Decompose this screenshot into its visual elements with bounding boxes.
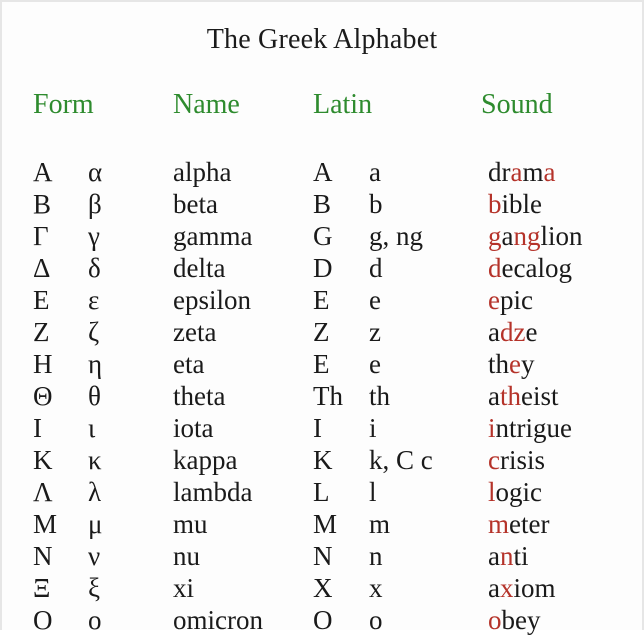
latin-uppercase: E [313, 349, 330, 379]
greek-uppercase: Ζ [33, 317, 50, 347]
sound-highlight: dz [499, 317, 526, 347]
sound-example [488, 348, 535, 380]
greek-lowercase: ι [88, 413, 96, 443]
greek-lowercase: γ [88, 221, 100, 251]
latin-uppercase: Z [313, 317, 330, 347]
latin-lowercase: d [369, 253, 383, 283]
table-row [2, 572, 644, 604]
sound-text: ogic [495, 477, 543, 507]
letter-name: iota [173, 413, 214, 443]
sound-text: a [488, 317, 500, 347]
greek-uppercase: Ν [33, 541, 53, 571]
table-row [2, 156, 644, 188]
sound-highlight: n [499, 541, 514, 571]
letter-name: alpha [173, 157, 232, 187]
sound-example [488, 252, 572, 284]
table-row [2, 604, 644, 636]
greek-lowercase: α [88, 157, 103, 187]
sound-highlight: m [488, 509, 510, 539]
sound-example [488, 316, 537, 348]
sound-text: a [501, 221, 514, 251]
greek-uppercase: Γ [33, 221, 49, 251]
latin-uppercase: K [313, 445, 333, 475]
table-row [2, 188, 644, 220]
sound-example [488, 380, 559, 412]
table-row [2, 540, 644, 572]
letter-name: beta [173, 189, 218, 219]
greek-lowercase: η [88, 349, 103, 379]
table-row [2, 220, 644, 252]
latin-lowercase: e [369, 285, 381, 315]
sound-highlight: c [488, 445, 500, 475]
greek-lowercase: β [88, 189, 102, 219]
sound-text: m [522, 157, 544, 187]
sound-text: eist [521, 381, 559, 411]
greek-lowercase: ξ [88, 573, 101, 603]
sound-text: e [525, 317, 538, 347]
sound-text: th [488, 349, 510, 379]
sound-highlight: d [488, 253, 502, 283]
sound-example [488, 156, 555, 188]
latin-uppercase: N [313, 541, 333, 571]
sound-highlight: x [499, 573, 514, 603]
sound-example [488, 572, 556, 604]
sound-example [488, 284, 533, 316]
header-form: Form [33, 89, 94, 120]
greek-lowercase: ζ [88, 317, 100, 347]
sound-text: pic [499, 285, 533, 315]
latin-lowercase: m [369, 509, 391, 539]
sound-example [488, 188, 542, 220]
greek-lowercase: κ [88, 445, 102, 475]
latin-lowercase: g, ng [369, 221, 423, 251]
sound-example [488, 412, 572, 444]
sound-text: lion [540, 221, 583, 251]
sound-text: a [488, 573, 500, 603]
greek-lowercase: δ [88, 253, 101, 283]
sound-highlight: e [488, 285, 500, 315]
greek-uppercase: Ξ [33, 573, 51, 603]
letter-name: nu [173, 541, 200, 571]
table-row [2, 444, 644, 476]
latin-lowercase: z [369, 317, 381, 347]
sound-example [488, 476, 542, 508]
sound-text: ecalog [501, 253, 572, 283]
sound-text: bey [501, 605, 541, 635]
table-row [2, 476, 644, 508]
header-sound: Sound [481, 89, 553, 120]
sound-highlight: th [499, 381, 521, 411]
latin-uppercase: Th [313, 381, 343, 411]
sound-highlight: o [488, 605, 502, 635]
latin-lowercase: k, C c [369, 445, 433, 475]
sound-text: ible [501, 189, 542, 219]
sound-highlight: ng [513, 221, 541, 251]
letter-name: epsilon [173, 285, 251, 315]
latin-lowercase: b [369, 189, 383, 219]
sound-highlight: e [509, 349, 521, 379]
letter-name: mu [173, 509, 208, 539]
table-row [2, 284, 644, 316]
letter-name: xi [173, 573, 195, 603]
greek-uppercase: Β [33, 189, 52, 219]
greek-uppercase: Ο [33, 605, 53, 635]
latin-uppercase: E [313, 285, 330, 315]
greek-uppercase: Δ [33, 253, 51, 283]
header-name: Name [173, 89, 240, 120]
latin-lowercase: e [369, 349, 381, 379]
greek-uppercase: Κ [33, 445, 53, 475]
greek-uppercase: Λ [33, 477, 53, 507]
sound-highlight: a [543, 157, 556, 187]
letter-name: kappa [173, 445, 238, 475]
sound-text: a [488, 541, 500, 571]
sound-example [488, 508, 549, 540]
latin-uppercase: O [313, 605, 333, 635]
sound-text: dr [488, 157, 511, 187]
table-row [2, 348, 644, 380]
greek-lowercase: μ [88, 509, 103, 539]
latin-lowercase: n [369, 541, 383, 571]
latin-uppercase: M [313, 509, 338, 539]
latin-uppercase: D [313, 253, 333, 283]
greek-uppercase: Α [33, 157, 53, 187]
sound-text: risis [499, 445, 545, 475]
table-row [2, 316, 644, 348]
letter-name: lambda [173, 477, 253, 507]
sound-text: eter [509, 509, 550, 539]
table-row [2, 380, 644, 412]
sound-text: a [488, 381, 500, 411]
sound-highlight: l [488, 477, 496, 507]
sound-highlight: b [488, 189, 502, 219]
latin-uppercase: A [313, 157, 333, 187]
sound-text: iom [513, 573, 556, 603]
sound-text: ti [513, 541, 529, 571]
greek-lowercase: ν [88, 541, 101, 571]
greek-lowercase: ο [88, 605, 102, 635]
greek-lowercase: θ [88, 381, 101, 411]
latin-uppercase: I [313, 413, 322, 443]
letter-name: theta [173, 381, 226, 411]
letter-name: omicron [173, 605, 263, 635]
page-title: The Greek Alphabet [206, 24, 438, 55]
sound-example [488, 220, 583, 252]
latin-uppercase: L [313, 477, 330, 507]
sound-example [488, 540, 529, 572]
latin-lowercase: th [369, 381, 391, 411]
sound-text: ntrigue [495, 413, 572, 443]
greek-lowercase: λ [88, 477, 102, 507]
latin-uppercase: G [313, 221, 333, 251]
sound-example [488, 604, 540, 636]
header-latin: Latin [313, 89, 373, 120]
table-row [2, 252, 644, 284]
latin-lowercase: l [369, 477, 377, 507]
latin-lowercase: a [369, 157, 381, 187]
sound-highlight: a [510, 157, 523, 187]
alphabet-table [2, 156, 644, 636]
greek-uppercase: Μ [33, 509, 58, 539]
greek-uppercase: Ι [33, 413, 42, 443]
sound-text: y [521, 349, 535, 379]
letter-name: zeta [173, 317, 217, 347]
latin-lowercase: o [369, 605, 383, 635]
latin-uppercase: X [313, 573, 333, 603]
greek-uppercase: Θ [33, 381, 53, 411]
sound-highlight: i [488, 413, 496, 443]
letter-name: delta [173, 253, 226, 283]
letter-name: gamma [173, 221, 253, 251]
table-row [2, 508, 644, 540]
sound-example [488, 444, 545, 476]
sound-highlight: g [488, 221, 502, 251]
table-row [2, 412, 644, 444]
letter-name: eta [173, 349, 205, 379]
greek-lowercase: ε [88, 285, 100, 315]
latin-uppercase: B [313, 189, 332, 219]
greek-uppercase: Η [33, 349, 53, 379]
greek-uppercase: Ε [33, 285, 50, 315]
latin-lowercase: x [369, 573, 383, 603]
latin-lowercase: i [369, 413, 377, 443]
